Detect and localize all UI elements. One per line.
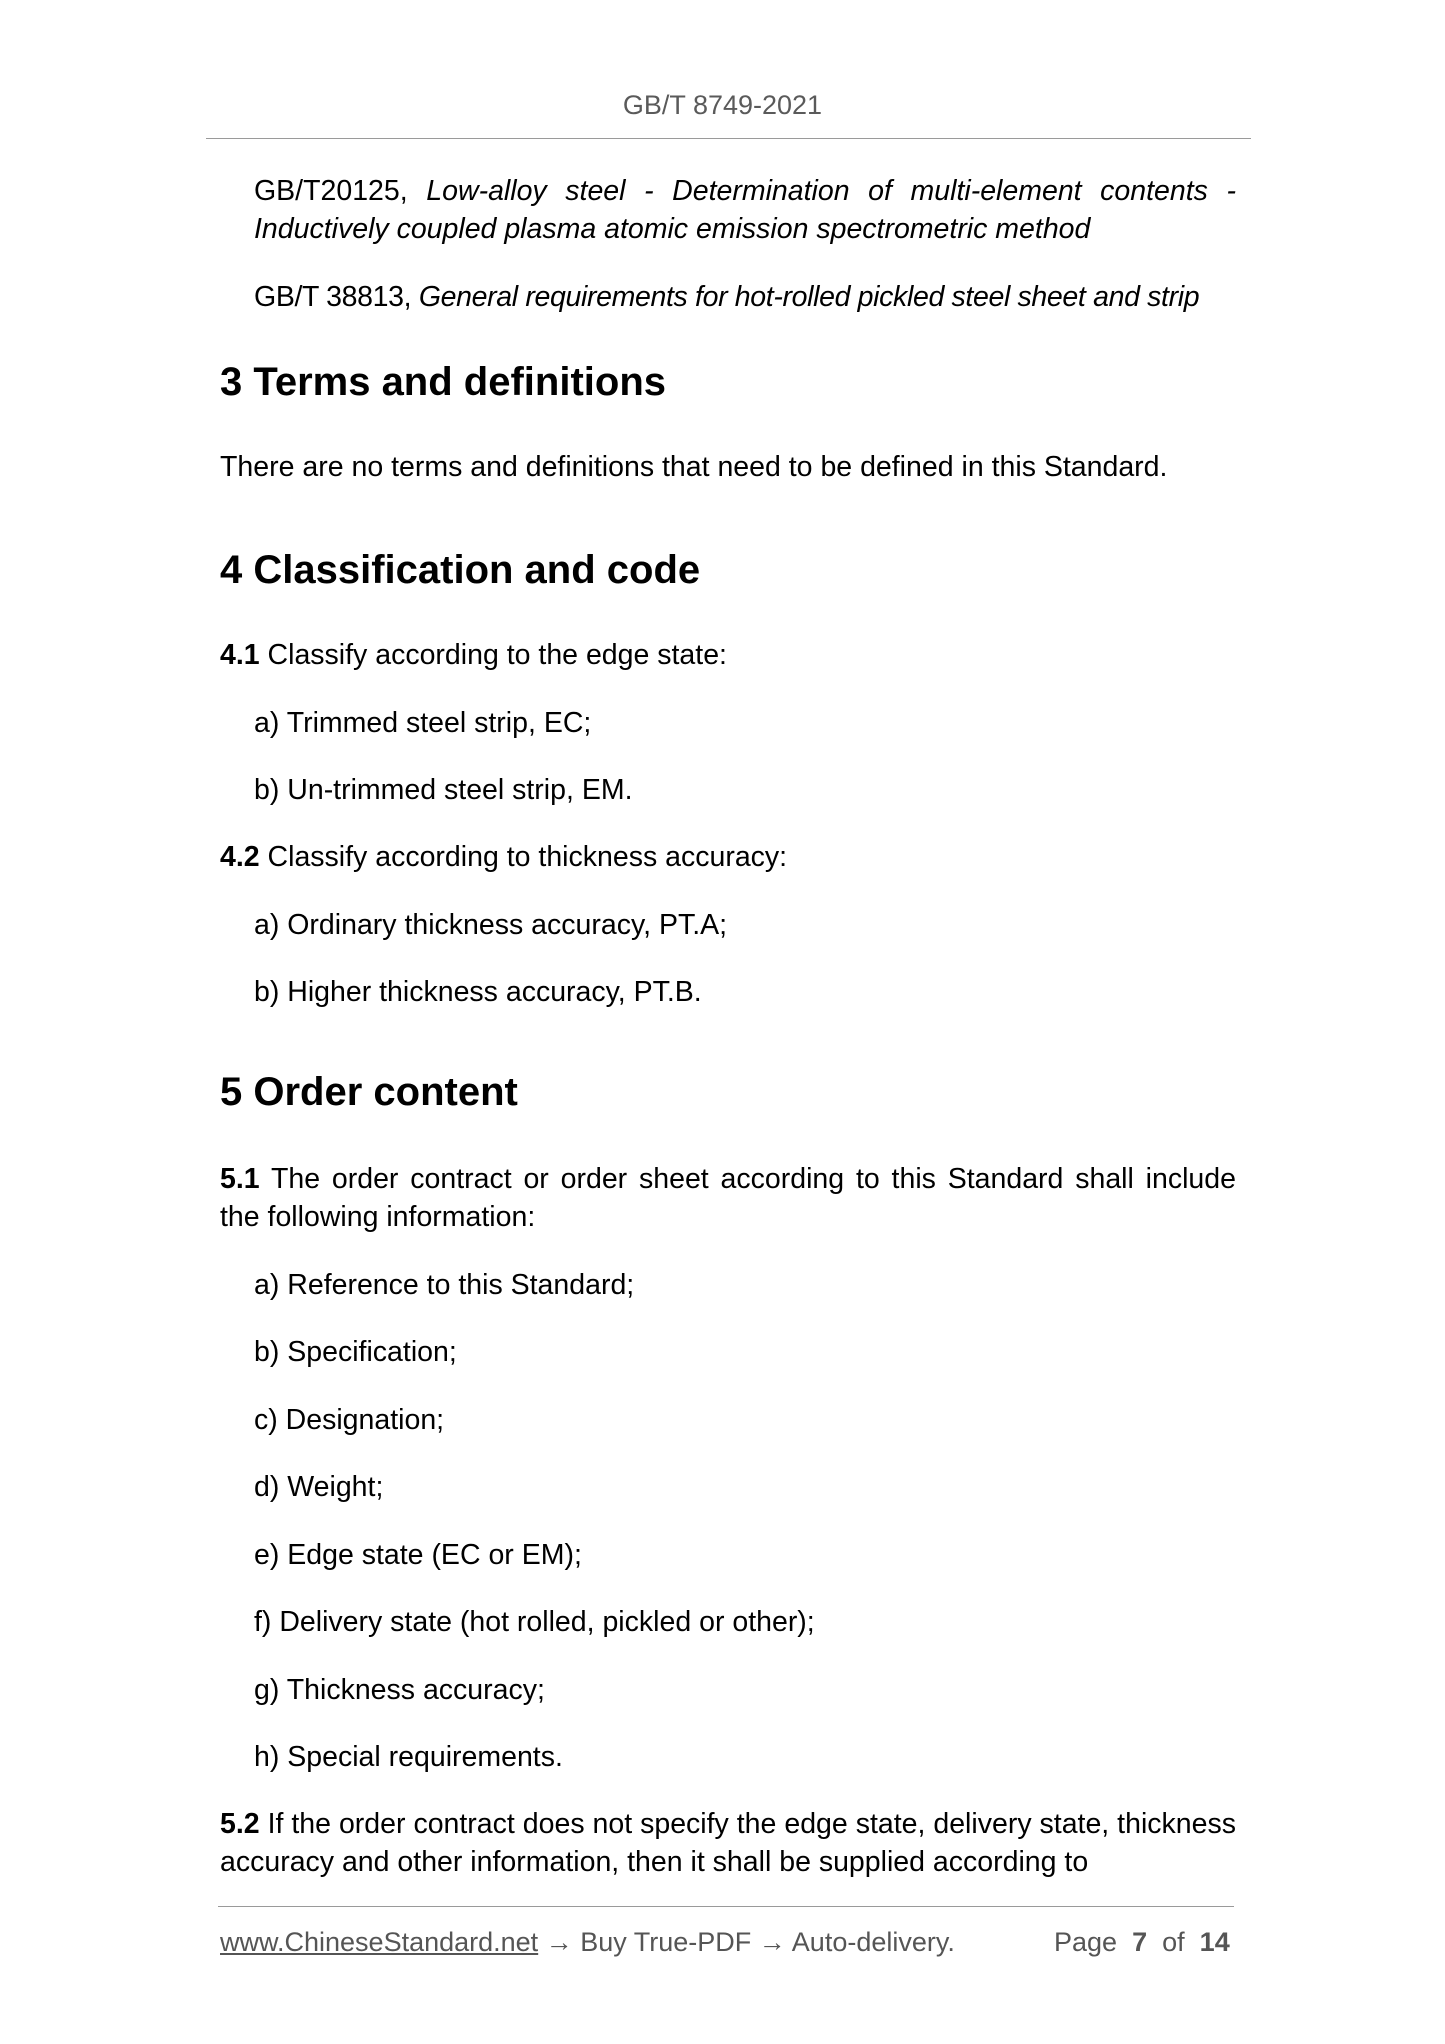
list-item: b) Higher thickness accuracy, PT.B. xyxy=(254,976,702,1008)
reference-title: Low-alloy steel - Determination of multi-element contents - Inductively coupled plasma atomic emission spectrometric method xyxy=(254,175,1237,245)
list-item: d) Weight; xyxy=(254,1471,384,1503)
clause-text: The order contract or order sheet according to this Standard shall include the following information: xyxy=(220,1163,1236,1233)
list-item: f) Delivery state (hot rolled, pickled or other); xyxy=(254,1606,815,1638)
clause-5-1 xyxy=(220,1160,1236,1236)
header-divider xyxy=(206,138,1251,139)
clause-4-1 xyxy=(220,636,1236,674)
footer-divider xyxy=(218,1906,1234,1907)
clause-text: Classify according to thickness accuracy: xyxy=(259,841,788,873)
clause-text: If the order contract does not specify the edge state, delivery state, thickness accuracy and other information, then it shall be supplied according to xyxy=(220,1808,1236,1878)
page-total: 14 xyxy=(1199,1927,1230,1957)
clause-number: 4.1 xyxy=(220,639,260,671)
of-label: of xyxy=(1162,1927,1185,1957)
reference-code: GB/T 38813, xyxy=(254,281,412,313)
page-indicator xyxy=(1054,1924,1230,1960)
list-item: b) Specification; xyxy=(254,1336,457,1368)
page-label: Page xyxy=(1054,1927,1118,1957)
list-item: h) Special requirements. xyxy=(254,1741,563,1773)
list-item: e) Edge state (EC or EM); xyxy=(254,1539,582,1571)
list-item: g) Thickness accuracy; xyxy=(254,1674,545,1706)
reference-title: General requirements for hot-rolled pickled steel sheet and strip xyxy=(418,281,1200,313)
reference-code: GB/T20125, xyxy=(254,175,408,207)
clause-5-2 xyxy=(220,1805,1236,1881)
footer-auto-text: Auto-delivery. xyxy=(791,1927,955,1957)
footer-link[interactable]: www.ChineseStandard.net xyxy=(220,1927,539,1957)
section-5-heading: 5 Order content xyxy=(220,1070,518,1114)
list-item: a) Ordinary thickness accuracy, PT.A; xyxy=(254,909,728,941)
footer-buy-text: Buy True-PDF xyxy=(580,1927,752,1957)
clause-4-2 xyxy=(220,838,1236,876)
reference-gbt20125 xyxy=(254,172,1236,248)
list-item: a) Trimmed steel strip, EC; xyxy=(254,707,592,739)
page-number: 7 xyxy=(1132,1927,1148,1957)
clause-number: 5.2 xyxy=(220,1808,260,1840)
header-title: GB/T 8749-2021 xyxy=(622,90,823,120)
section-4-heading: 4 Classification and code xyxy=(220,548,701,592)
arrow-right-icon: → xyxy=(545,1927,573,1957)
arrow-right-icon: → xyxy=(758,1927,786,1957)
footer-promo xyxy=(220,1924,955,1960)
clause-number: 5.1 xyxy=(220,1163,260,1195)
clause-number: 4.2 xyxy=(220,841,260,873)
clause-text: Classify according to the edge state: xyxy=(259,639,727,671)
section-3-text: There are no terms and definitions that need to be defined in this Standard. xyxy=(220,451,1168,483)
list-item: c) Designation; xyxy=(254,1404,445,1436)
reference-gbt38813 xyxy=(254,278,1236,316)
list-item: a) Reference to this Standard; xyxy=(254,1269,635,1301)
section-3-heading: 3 Terms and definitions xyxy=(220,360,666,404)
list-item: b) Un-trimmed steel strip, EM. xyxy=(254,774,633,806)
